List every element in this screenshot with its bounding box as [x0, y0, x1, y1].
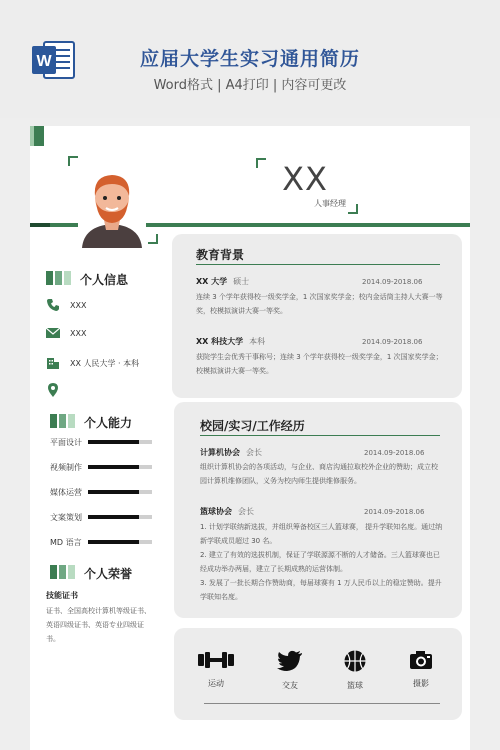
- school-text: XX 人民大学 · 本科: [70, 359, 140, 368]
- edu-entry-head: [196, 336, 265, 347]
- honors-subheading: 技能证书: [46, 591, 78, 600]
- phone-icon: [46, 298, 60, 312]
- hobby-item: [333, 650, 377, 691]
- section-marker: [50, 414, 75, 428]
- skill-label: 视频制作: [50, 463, 82, 472]
- education-title: 教育背景: [196, 248, 245, 262]
- skill-bar-fill: [88, 490, 139, 494]
- exp-date: 2014.09-2018.06: [364, 508, 425, 516]
- skill-label: 平面设计: [50, 438, 82, 447]
- section-rule: [204, 703, 440, 704]
- skill-bar-fill: [88, 540, 139, 544]
- page-subtitle: Word格式 | A4打印 | 内容可更改: [153, 78, 347, 93]
- edu-school: XX 科技大学: [196, 337, 244, 346]
- edu-desc: 获院学生会优秀干事称号；连续 3 个学年获得校一级奖学金，1 次国家奖学金；校模拟演讲大赛一等奖。: [196, 353, 443, 375]
- honors-text: 证书、全国高校计算机等级证书、英语四级证书、英语专业四级证书。: [46, 607, 151, 643]
- exp-position: 会长: [246, 448, 262, 457]
- exp-org: 篮球协会: [200, 507, 232, 516]
- section-marker: [46, 271, 71, 285]
- skill-label: MD 语言: [50, 538, 82, 547]
- edu-date: 2014.09-2018.06: [362, 338, 423, 346]
- skill-bar-fill: [88, 465, 139, 469]
- building-icon: [46, 355, 60, 369]
- skill-bar: [88, 515, 152, 519]
- hobby-label: 运动: [208, 679, 224, 688]
- exp-item: 1. 计划学联纳新选拔，并组织筹备校区三人篮球赛， 提升学联知名度。通过纳新学联成员超过 30 名。: [200, 523, 443, 545]
- header-divider-accent: [30, 223, 50, 227]
- corner-bracket: [68, 156, 78, 166]
- exp-entry-head: [200, 447, 262, 458]
- section-rule: [196, 264, 440, 265]
- email-text: XXX: [70, 329, 87, 338]
- exp-org: 计算机协会: [200, 448, 240, 457]
- page-title: 应届大学生实习通用简历: [139, 48, 360, 70]
- skill-bar: [88, 540, 152, 544]
- skill-bar: [88, 465, 152, 469]
- phone-text: XXX: [70, 301, 87, 310]
- honors-heading: 个人荣誉: [84, 567, 133, 581]
- hobby-label: 摄影: [413, 679, 429, 688]
- experience-title: 校园/实习/工作经历: [200, 419, 305, 433]
- skill-bar: [88, 440, 152, 444]
- camera-icon: [409, 650, 433, 670]
- personal-info-heading: 个人信息: [80, 273, 129, 287]
- dumbbell-icon: [196, 650, 236, 670]
- hobby-item: [194, 650, 238, 689]
- skill-label: 媒体运营: [50, 488, 82, 497]
- section-rule: [200, 435, 440, 436]
- exp-date: 2014.09-2018.06: [364, 449, 425, 457]
- edu-school: XX 大学: [196, 277, 228, 286]
- accent-strip: [34, 126, 44, 146]
- svg-text:W: W: [36, 53, 52, 70]
- hobby-item: [399, 650, 443, 689]
- avatar: [78, 160, 146, 248]
- edu-desc: 连续 3 个学年获得校一级奖学金，1 次国家奖学金；校内金话筒主持人大赛一等奖，校模拟演讲大赛一等奖。: [196, 293, 443, 315]
- mail-icon: [46, 326, 60, 340]
- exp-item: 3. 发展了一批长期合作赞助商，每届球赛有 1 万人民币以上的稳定赞助。提升学联知名度。: [200, 579, 442, 601]
- edu-degree: 本科: [249, 337, 266, 346]
- edu-date: 2014.09-2018.06: [362, 278, 423, 286]
- edu-degree: 硕士: [233, 277, 250, 286]
- exp-entry-head: [200, 506, 254, 517]
- exp-desc: 组织计算机协会的各项活动，与企业、商店沟通拉取校外企业的赞助；成立校园计算机维修团队，义务为校内师生提供维修服务。: [200, 463, 438, 485]
- skill-bar-fill: [88, 515, 139, 519]
- location-icon: [46, 383, 60, 397]
- hobby-label: 篮球: [347, 681, 363, 690]
- skill-bar-fill: [88, 440, 139, 444]
- section-marker: [50, 565, 75, 579]
- exp-position: 会长: [238, 507, 254, 516]
- skill-label: 文案策划: [50, 513, 82, 522]
- candidate-role: 人事经理: [314, 199, 346, 208]
- hobby-label: 交友: [282, 681, 298, 690]
- abilities-heading: 个人能力: [84, 416, 133, 430]
- hobby-item: [268, 650, 312, 691]
- basketball-icon: [344, 650, 366, 672]
- bird-icon: [277, 650, 303, 672]
- skill-bar: [88, 490, 152, 494]
- edu-entry-head: [196, 276, 249, 287]
- corner-bracket: [148, 234, 158, 244]
- candidate-name: XX: [282, 160, 328, 198]
- exp-item: 2. 建立了有效的选拔机制，保证了学联源源不断的人才储备。三人篮球赛也已经成功举办两届，建立了长期成熟的运营体制。: [200, 551, 440, 573]
